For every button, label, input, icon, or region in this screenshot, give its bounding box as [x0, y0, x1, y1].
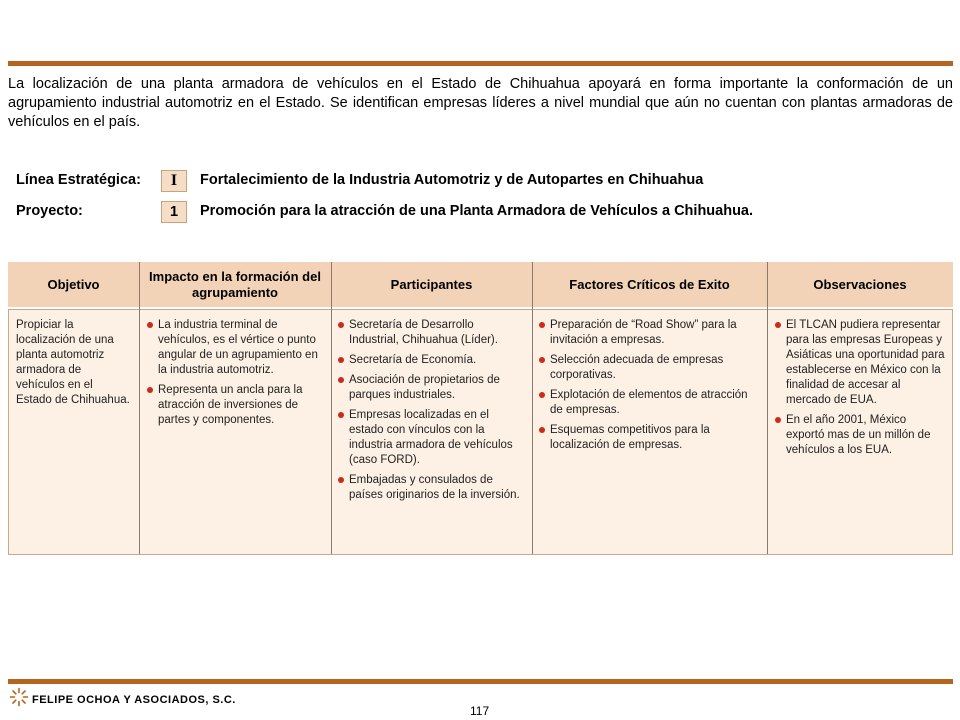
- column-divider: [139, 262, 140, 554]
- bullet-icon: [775, 322, 781, 328]
- list-item: En el año 2001, México exportó mas de un millón de vehículos a los EUA.: [775, 413, 947, 458]
- proyecto-text: Promoción para la atracción de una Planta Armadora de Vehículos a Chihuahua.: [200, 203, 754, 219]
- participantes-cell: [338, 318, 526, 508]
- proyecto-code-badge: 1: [161, 201, 187, 223]
- linea-code-badge: I: [161, 170, 187, 192]
- list-item: Representa un ancla para la atracción de inversiones de partes y componentes.: [147, 383, 327, 428]
- bullet-icon: [338, 477, 344, 483]
- header-observaciones: Observaciones: [813, 276, 907, 292]
- bottom-rule: [8, 679, 953, 684]
- intro-paragraph: La localización de una planta armadora de vehículos en el Estado de Chihuahua apoyará en forma importante la conformación de un agrupamiento industrial automotriz en el Estado. Se identifican empresas líderes a nivel mundial que aún no cuentan con plantas armadoras de vehículos en el país.: [8, 76, 953, 130]
- factores-cell: [539, 318, 759, 458]
- header-factores: Factores Críticos de Exito: [569, 276, 730, 292]
- list-item: Asociación de propietarios de parques industriales.: [338, 373, 526, 403]
- linea-text: Fortalecimiento de la Industria Automotriz y de Autopartes en Chihuahua: [200, 172, 704, 188]
- top-rule: [8, 61, 953, 66]
- column-divider: [331, 262, 332, 554]
- list-item: La industria terminal de vehículos, es el vértice o punto angular de un agrupamiento en la industria automotriz.: [147, 318, 327, 378]
- bullet-icon: [539, 322, 545, 328]
- objetivo-cell: Propiciar la localización de una planta automotriz armadora de vehículos en el Estado de Chihuahua.: [16, 319, 130, 406]
- bullet-icon: [775, 417, 781, 423]
- list-item: Esquemas competitivos para la localización de empresas.: [539, 423, 759, 453]
- bullet-icon: [539, 357, 545, 363]
- bullet-icon: [338, 412, 344, 418]
- bullet-icon: [539, 392, 545, 398]
- company-name: FELIPE OCHOA Y ASOCIADOS, S.C.: [32, 694, 236, 706]
- bullet-icon: [338, 357, 344, 363]
- impacto-cell: [147, 318, 327, 433]
- bullet-icon: [338, 322, 344, 328]
- list-item: Explotación de elementos de atracción de empresas.: [539, 388, 759, 418]
- header-objetivo: Objetivo: [47, 276, 100, 292]
- observaciones-cell: [775, 318, 947, 463]
- header-impacto: Impacto en la formación del agrupamiento: [149, 268, 321, 300]
- strategy-table: [8, 262, 953, 554]
- bullet-icon: [539, 427, 545, 433]
- list-item: Empresas localizadas en el estado con vínculos con la industria armadora de vehículos (caso FORD).: [338, 408, 526, 468]
- bullet-icon: [338, 377, 344, 383]
- page-number: 117: [470, 704, 490, 718]
- list-item: El TLCAN pudiera representar para las empresas Europeas y Asiáticas una oportunidad para establecerse en México con la finalidad de accesar al mercado de EUA.: [775, 318, 947, 408]
- list-item: Embajadas y consulados de países originarios de la inversión.: [338, 473, 526, 503]
- column-divider: [767, 262, 768, 554]
- list-item: Secretaría de Desarrollo Industrial, Chihuahua (Líder).: [338, 318, 526, 348]
- list-item: Selección adecuada de empresas corporativas.: [539, 353, 759, 383]
- list-item: Secretaría de Economía.: [338, 353, 526, 368]
- bullet-icon: [147, 322, 153, 328]
- linea-label: Línea Estratégica:: [16, 172, 141, 188]
- column-divider: [532, 262, 533, 554]
- company-logo-icon: [9, 687, 29, 707]
- proyecto-label: Proyecto:: [16, 203, 83, 219]
- list-item: Preparación de “Road Show” para la invitación a empresas.: [539, 318, 759, 348]
- header-participantes: Participantes: [390, 276, 473, 292]
- bullet-icon: [147, 387, 153, 393]
